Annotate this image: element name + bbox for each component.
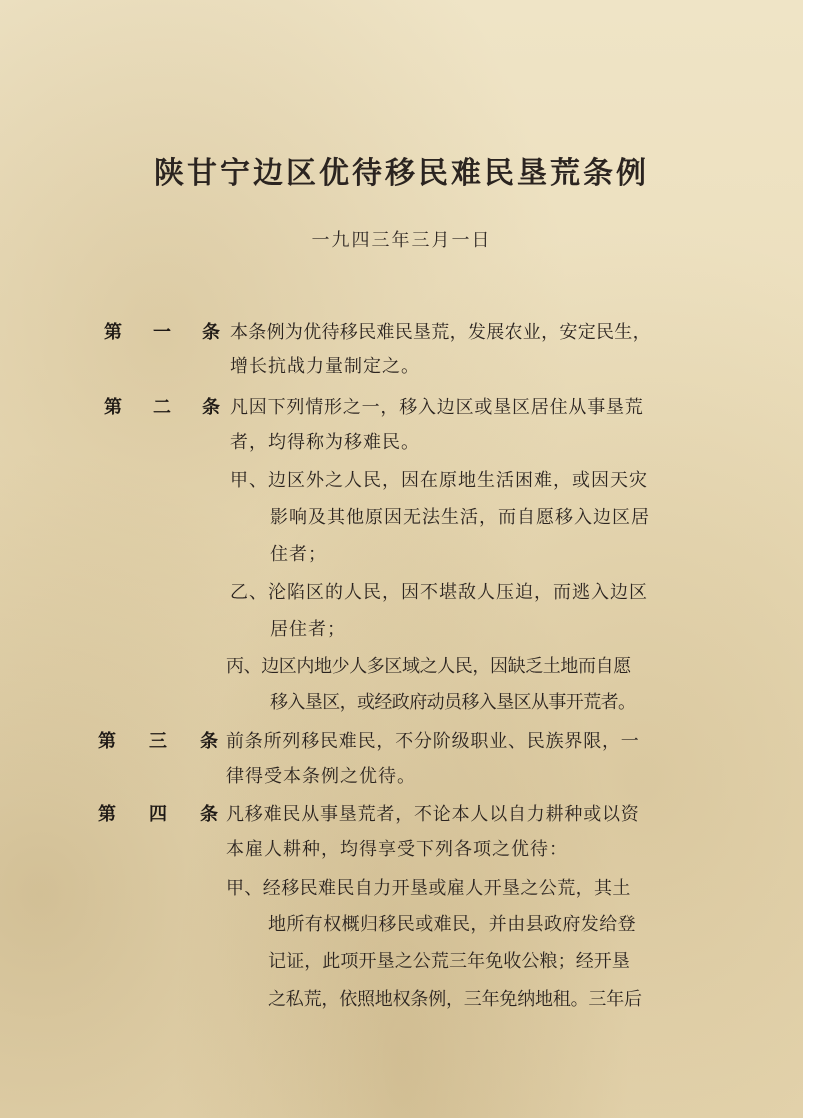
article-1-line-2: 增长抗战力量制定之。 xyxy=(230,356,420,377)
document-title: 陕甘宁边区优待移民难民垦荒条例 xyxy=(154,156,649,191)
article-label-char: 二 xyxy=(153,397,171,418)
article-2-line-2: 者，均得称为移难民。 xyxy=(230,432,420,453)
article-3-label xyxy=(98,727,218,753)
article-4-item-a-line-1: 甲、经移民难民自力开垦或雇人开垦之公荒，其土 xyxy=(226,878,631,899)
document-date: 一九四三年三月一日 xyxy=(311,230,492,251)
article-4-item-a-line-2: 地所有权概归移民或难民，并由县政府发给登 xyxy=(268,914,636,935)
page-margin xyxy=(803,0,813,1118)
article-3-line-1: 前条所列移民难民，不分阶级职业、民族界限，一 xyxy=(226,731,640,752)
article-label-char: 条 xyxy=(202,322,220,343)
article-2-item-c-line-1: 丙、边区内地少人多区域之人民，因缺乏土地而自愿 xyxy=(226,656,631,677)
article-4-item-a-line-4: 之私荒，依照地权条例，三年免纳地租。三年后 xyxy=(268,989,642,1010)
article-2-item-a-line-2: 影响及其他原因无法生活，而自愿移入边区居 xyxy=(270,507,650,528)
article-4-line-1: 凡移难民从事垦荒者，不论本人以自力耕种或以资 xyxy=(226,804,640,825)
article-2-item-b-line-1: 乙、沦陷区的人民，因不堪敌人压迫，而逃入边区 xyxy=(230,582,648,603)
article-2-line-1: 凡因下列情形之一，移入边区或垦区居住从事垦荒 xyxy=(230,397,644,418)
article-1-line-1: 本条例为优待移民难民垦荒，发展农业，安定民生， xyxy=(230,322,651,343)
article-label-char: 条 xyxy=(200,804,218,825)
article-label-char: 三 xyxy=(149,731,167,752)
article-4-label xyxy=(98,800,218,826)
article-2-item-c-line-2: 移入垦区，或经政府动员移入垦区从事开荒者。 xyxy=(270,692,636,713)
article-2-label xyxy=(104,393,220,419)
article-2-item-a-line-1: 甲、边区外之人民，因在原地生活困难，或因天灾 xyxy=(230,470,648,491)
article-4-item-a-line-3: 记证，此项开垦之公荒三年免收公粮；经开垦 xyxy=(268,951,630,972)
article-label-char: 第 xyxy=(98,804,116,825)
article-label-char: 第 xyxy=(98,731,116,752)
article-1-label xyxy=(104,318,220,344)
article-4-line-2: 本雇人耕种，均得享受下列各项之优待： xyxy=(226,839,568,860)
article-3-line-2: 律得受本条例之优待。 xyxy=(226,766,416,787)
article-label-char: 第 xyxy=(104,322,122,343)
article-label-char: 第 xyxy=(104,397,122,418)
article-2-item-a-line-3: 住者； xyxy=(270,544,327,565)
article-label-char: 一 xyxy=(153,322,171,343)
article-label-char: 四 xyxy=(149,804,167,825)
article-label-char: 条 xyxy=(200,731,218,752)
article-label-char: 条 xyxy=(202,397,220,418)
article-2-item-b-line-2: 居住者； xyxy=(270,619,346,640)
